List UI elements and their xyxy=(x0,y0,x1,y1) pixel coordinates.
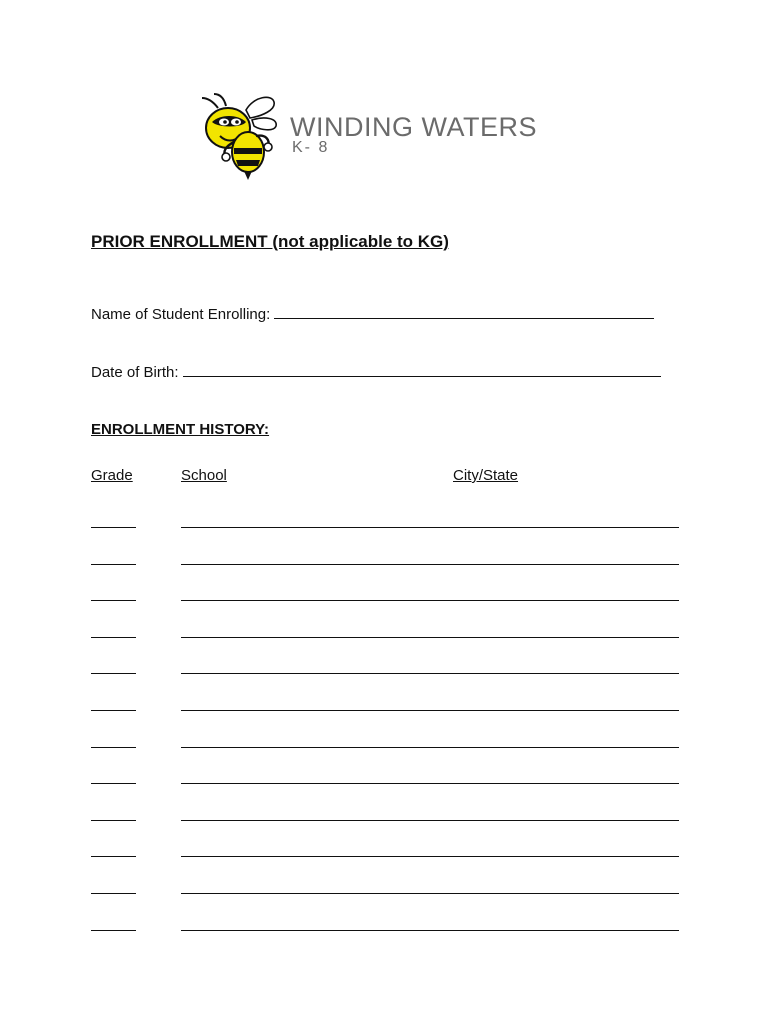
school-logo xyxy=(198,92,578,184)
dob-label: Date of Birth: xyxy=(91,364,179,381)
dob-field xyxy=(91,362,661,381)
student-name-field xyxy=(91,304,654,323)
grade-input-line[interactable] xyxy=(91,697,136,711)
school-city-input-line[interactable] xyxy=(181,624,679,638)
grade-input-line[interactable] xyxy=(91,551,136,565)
column-header-city-state: City/State xyxy=(453,467,519,484)
column-header-school: School xyxy=(181,467,227,484)
dob-input-line[interactable] xyxy=(183,362,661,377)
grade-input-line[interactable] xyxy=(91,660,136,674)
table-row xyxy=(91,514,681,528)
hornet-mascot-icon xyxy=(198,92,282,182)
table-row xyxy=(91,917,681,931)
school-city-input-line[interactable] xyxy=(181,843,679,857)
grade-input-line[interactable] xyxy=(91,514,136,528)
school-city-input-line[interactable] xyxy=(181,514,679,528)
grade-input-line[interactable] xyxy=(91,624,136,638)
school-city-input-line[interactable] xyxy=(181,770,679,784)
table-row xyxy=(91,624,681,638)
table-row xyxy=(91,807,681,821)
table-row xyxy=(91,880,681,894)
table-row xyxy=(91,734,681,748)
school-city-input-line[interactable] xyxy=(181,660,679,674)
school-city-input-line[interactable] xyxy=(181,917,679,931)
school-city-input-line[interactable] xyxy=(181,734,679,748)
table-row xyxy=(91,697,681,711)
enrollment-history-title: ENROLLMENT HISTORY: xyxy=(91,421,270,438)
school-city-input-line[interactable] xyxy=(181,807,679,821)
grade-input-line[interactable] xyxy=(91,917,136,931)
grade-input-line[interactable] xyxy=(91,587,136,601)
grade-input-line[interactable] xyxy=(91,770,136,784)
table-row xyxy=(91,587,681,601)
grade-input-line[interactable] xyxy=(91,843,136,857)
school-city-input-line[interactable] xyxy=(181,551,679,565)
table-row xyxy=(91,551,681,565)
school-city-input-line[interactable] xyxy=(181,697,679,711)
school-city-input-line[interactable] xyxy=(181,587,679,601)
grade-input-line[interactable] xyxy=(91,734,136,748)
table-row xyxy=(91,843,681,857)
student-name-input-line[interactable] xyxy=(274,304,654,319)
section-title: PRIOR ENROLLMENT (not applicable to KG) xyxy=(91,232,449,251)
grade-input-line[interactable] xyxy=(91,807,136,821)
table-row xyxy=(91,660,681,674)
table-row xyxy=(91,770,681,784)
grade-input-line[interactable] xyxy=(91,880,136,894)
student-name-label: Name of Student Enrolling: xyxy=(91,306,271,323)
column-header-grade: Grade xyxy=(91,467,133,484)
school-name: WINDING WATERS xyxy=(290,112,537,142)
school-grade-range: K- 8 xyxy=(292,139,330,156)
school-city-input-line[interactable] xyxy=(181,880,679,894)
